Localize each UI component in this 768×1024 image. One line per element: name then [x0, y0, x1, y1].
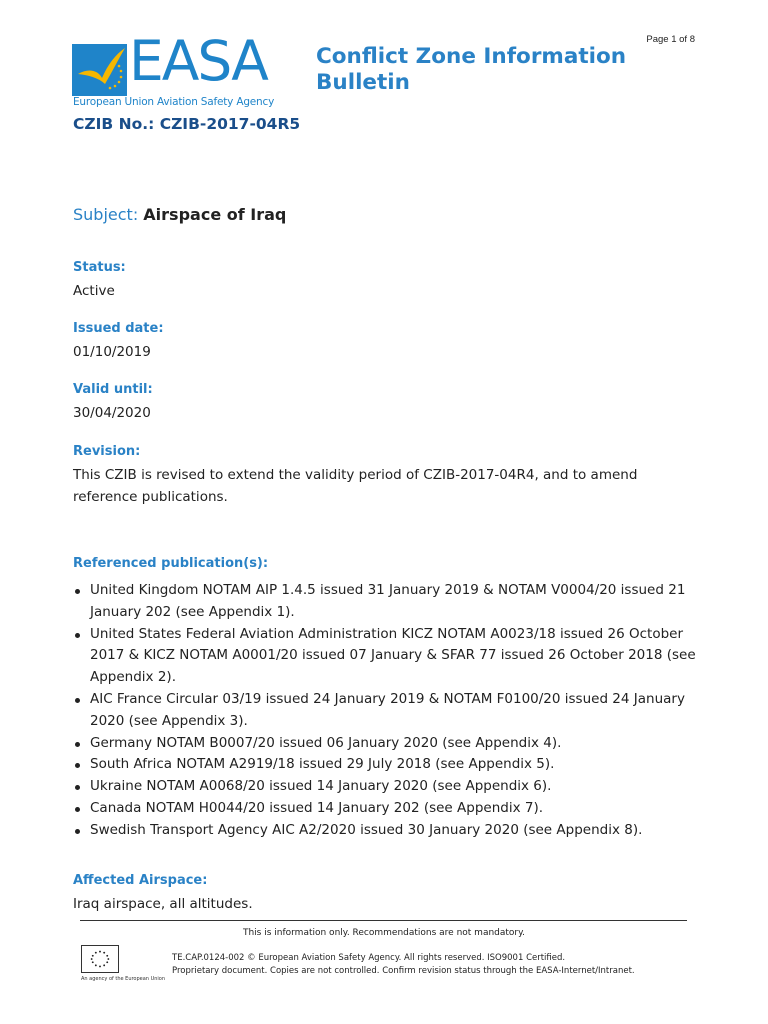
eu-flag-icon [81, 945, 119, 973]
list-item: Swedish Transport Agency AIC A2/2020 issued 30 January 2020 (see Appendix 8). [73, 820, 698, 842]
issued-date-value: 01/10/2019 [73, 344, 151, 360]
footer-divider [80, 920, 687, 921]
list-item: AIC France Circular 03/19 issued 24 January 2019 & NOTAM F0100/20 issued 24 January 2020 (see Appendix 3). [73, 689, 698, 733]
revision-field [73, 442, 637, 508]
document-title: Conflict Zone Information Bulletin [316, 44, 627, 95]
list-item: United Kingdom NOTAM AIP 1.4.5 issued 31 January 2019 & NOTAM V0004/20 issued 21 January 202 (see Appendix 1). [73, 580, 698, 624]
subject-line [73, 205, 286, 224]
references-label: Referenced publication(s): [73, 556, 269, 571]
affected-airspace-label: Affected Airspace: [73, 873, 208, 888]
footer-legal-line-1: TE.CAP.0124-002 © European Aviation Safety Agency. All rights reserved. ISO9001 Certified. [172, 953, 566, 963]
list-item: Germany NOTAM B0007/20 issued 06 January 2020 (see Appendix 4). [73, 733, 698, 755]
logo-wordmark: EASA [129, 29, 267, 93]
footer-legal [172, 952, 635, 977]
issued-date-label: Issued date: [73, 321, 164, 336]
issued-date-field [73, 319, 164, 363]
logo-tagline: European Union Aviation Safety Agency [73, 96, 275, 108]
status-value: Active [73, 283, 115, 299]
footer-legal-line-2: Proprietary document. Copies are not controlled. Confirm revision status through the EASA-Internet/Intranet. [172, 965, 635, 976]
subject-label: Subject: [73, 205, 139, 224]
subject-value: Airspace of Iraq [143, 205, 287, 224]
affected-airspace-value: Iraq airspace, all altitudes. [73, 896, 253, 912]
czib-number: CZIB No.: CZIB-2017-04R5 [73, 115, 301, 133]
list-item: South Africa NOTAM A2919/18 issued 29 July 2018 (see Appendix 5). [73, 754, 698, 776]
revision-label: Revision: [73, 444, 141, 459]
status-label: Status: [73, 260, 126, 275]
status-field [73, 258, 126, 302]
valid-until-value: 30/04/2020 [73, 405, 151, 421]
valid-until-field [73, 380, 153, 424]
affected-airspace-field [73, 871, 253, 915]
list-item: United States Federal Aviation Administration KICZ NOTAM A0023/18 issued 26 October 2017 & KICZ NOTAM A0001/20 issued 07 January & SFAR 77 issued 26 October 2018 (see Appendix 2). [73, 624, 698, 689]
revision-line-1: This CZIB is revised to extend the validity period of CZIB-2017-04R4, and to amend [73, 467, 638, 483]
easa-bird-icon [72, 44, 127, 96]
eu-caption: An agency of the European Union [81, 976, 166, 982]
list-item: Canada NOTAM H0044/20 issued 14 January 202 (see Appendix 7). [73, 798, 698, 820]
page-number: Page 1 of 8 [646, 34, 695, 45]
footer-note: This is information only. Recommendations are not mandatory. [242, 928, 526, 938]
references-list [73, 580, 698, 842]
easa-logo [72, 29, 287, 112]
valid-until-label: Valid until: [73, 382, 153, 397]
revision-line-2: reference publications. [73, 489, 228, 505]
list-item: Ukraine NOTAM A0068/20 issued 14 January 2020 (see Appendix 6). [73, 776, 698, 798]
revision-text [73, 464, 637, 508]
